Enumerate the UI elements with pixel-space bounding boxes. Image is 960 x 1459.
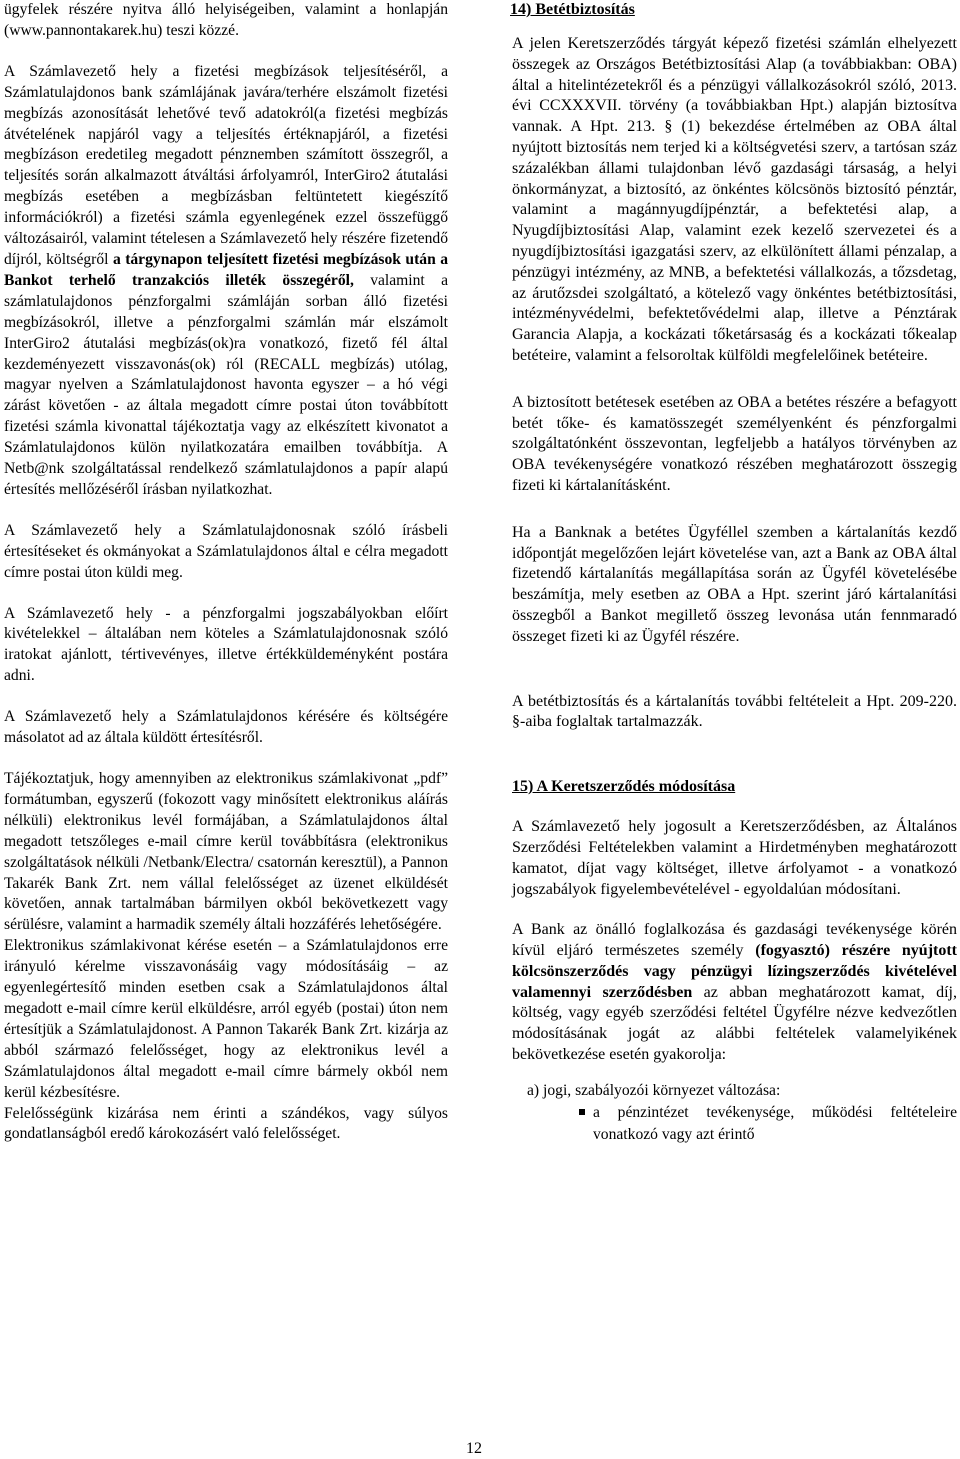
right-column	[512, 0, 957, 1146]
section-heading-15: 15) A Keretszerződés módosítása	[512, 778, 736, 796]
left-paragraph-1: ügyfelek részére nyitva álló helyiségeiben, valamint a honlapján (www.pannontakarek.hu) teszi közzé.	[4, 1, 448, 39]
left-column	[4, 0, 448, 1145]
left-paragraph-2-rest: valamint a számlatulajdonos pénzforgalmi számláján sorban álló fizetési megbízásokról, illetve a pénzforgalmi számlán már elszámolt InterGiro2 átutalási megbízás(ok)ra vonatkozó, fizető fél által kezdeményezett visszavonás(ok) ról (RECALL megbízás) utólag, magyar nyelven a Számlatulajdonost havonta egyszer – a hó végi zárást követően - az általa megadott címre postai úton továbbított fizetési számla kivonattal tájékoztatja vagy az elkészített kivonatot a Számlatulajdonos külön nyilatkozatára emailben továbbítja. A Netb@nk szolgáltatással rendelkező számlatulajdonos a papír alapú értesítés mellőzéséről írásban nyilatkozhat.	[4, 271, 448, 498]
page-number: 12	[466, 1440, 482, 1457]
right-paragraph-5: A Számlavezető hely jogosult a Keretszerződésben, az Általános Szerződési Feltételekben valamint a Hirdetményben meghatározott kamatot, díjat vagy költséget, illetve árfolyamot - a vonatkozó jogszabályok figyelembevételével - egyoldalúan módosítani.	[512, 818, 957, 898]
list-item-a: a) jogi, szabályozói környezet változása:	[527, 1081, 781, 1099]
left-paragraph-4: A Számlavezető hely - a pénzforgalmi jogszabályokban előírt kivételekkel – általában nem köteles a Számlatulajdonosnak szóló iratokat ajánlott, tértivevényes, illetve értékküldeményként postára adni.	[4, 604, 448, 685]
square-bullet-icon	[579, 1109, 585, 1115]
left-paragraph-8: Felelősségünk kizárása nem érinti a szándékos, vagy súlyos gondatlanságból eredő károkozásért való felelősséget.	[4, 1104, 448, 1143]
bullet-list-item	[593, 1102, 957, 1146]
left-paragraph-2-text: A Számlavezető hely a fizetési megbízások teljesítéséről, a Számlatulajdonos bank számlájának javára/terhére elszámolt fizetési megbízás azonosítását lehetővé tevő adatokról(a fizetési megbízás átvételének napjáról vagy a teljesítés értéknapjáról, a fizetési megbízáson eredetileg megadott pénznemben számított összegről, a teljesítés során alkalmazott átváltási árfolyamról, InterGiro2 átutalási megbízás esetében a megbízásban feltüntetett kiegészítő információkról) a fizetési számla egyenlegének ezzel összefüggő változásairól, valamint tételesen a Számlavezető hely részére fizetendő díjról, költségről	[4, 62, 448, 268]
right-paragraph-3: Ha a Banknak a betétes Ügyféllel szemben a kártalanítás kezdő időpontját megelőzően lejárt követelése van, azt a Bank az OBA által fizetendő kártalanítás megállapítása során az Ügyfél követelésébe beszámítja, mely esetben az OBA a Hpt. szerint járó kártalanítási összegből a Bankot megillető összeg levonása után fennmaradó összeget fizeti ki az Ügyfél részére.	[512, 523, 957, 645]
left-paragraph-2-bold: a tárgynapon teljesített fizetési megbízások után a Bankot terhelő tranzakciós illeték összegéről,	[4, 250, 448, 289]
right-paragraph-6	[512, 920, 957, 1066]
bullet-item-text: a pénzintézet tevékenysége, működési feltételeire vonatkozó vagy azt érintő	[593, 1103, 957, 1143]
left-paragraph-2	[4, 62, 448, 501]
left-paragraph-5: A Számlavezető hely a Számlatulajdonos kérésére és költségére másolatot ad az általa küldött értesítésről.	[4, 708, 448, 747]
right-paragraph-4: A betétbiztosítás és a kártalanítás további feltételeit a Hpt. 209-220. §-aiba foglaltak tartalmazzák.	[512, 692, 957, 731]
left-paragraph-6: Tájékoztatjuk, hogy amennyiben az elektronikus számlakivonat „pdf” formátumban, egyszerű (fokozott vagy minősített elektronikus aláírás nélküli) elektronikus levél formájában, a Számlatulajdonos által megadott tetszőleges e-mail címre kerül továbbításra (elektronikus szolgáltatások nélküli /Netbank/Electra/ csatornán keresztül), a Pannon Takarék Bank Zrt. nem vállal felelősséget az üzenet elküldését követően, annak tartalmában bármilyen okból bekövetkezett vagy sérülésre, valamint a harmadik személy általi hozzáférés lehetőségére.	[4, 770, 448, 934]
right-paragraph-1: A jelen Keretszerződés tárgyát képező fizetési számlán elhelyezett összegek az Országos Betétbiztosítási Alap (a továbbiakban: OBA) által a hitelintézetekről és a pénzügyi vállalkozásokról szóló, 2013. évi CCXXXVII. törvény (a továbbiakban Hpt.) alapján biztosítva vannak. A Hpt. 213. § (1) bekezdése értelmében az OBA által nyújtott biztosítás nem terjed ki a költségvetési szerv, a tartósan száz százalékban állami tulajdonban lévő gazdasági társaság, a helyi önkormányzat, a biztosító, az önkéntes kölcsönös biztosító pénztár, valamint a magánnyugdíjpénztár, a befektetési alap, a Nyugdíjbiztosítási Alap, valamint ezek kezelő szervezetei és a nyugdíjbiztosítási igazgatási szerv, az elkülönített állami pénzalap, a pénzügyi intézmény, az MNB, a befektetési vállalkozás, a tőzsdetag, az árutőzsdei szolgáltató, a kötelező vagy önkéntes betétbiztosítási, intézményvédelmi, befektetővédelmi alap, illetve a Pénztárak Garancia Alapja, a kockázati tőketársaság és a kockázati tőkealap betéteire, valamint a felsoroltak külföldi megfelelőinek betéteire.	[512, 35, 957, 364]
section-heading-14: 14) Betétbiztosítás	[510, 1, 635, 18]
right-paragraph-6-bold: (fogyasztó) részére nyújtott kölcsönszerződés vagy pénzügyi lízingszerződés kivételével valamennyi szerződésben	[512, 942, 958, 1001]
left-paragraph-7: Elektronikus számlakivonat kérése esetén – a Számlatulajdonos erre irányuló kérelme visszavonásáig vagy módosításáig – az egyenlegértesítő minden esetben csak a Számlatulajdonos által megadott e-mail címre kerül elküldésre, arról egyéb (postai) úton nem értesítjük a Számlatulajdonost. A Pannon Takarék Bank Zrt. kizárja az abból származó felelősséget, hogy az elektronikus levél a Számlatulajdonos által megadott e-mail címre bármely okból nem kerül kézbesítésre.	[4, 937, 448, 1101]
right-paragraph-2: A biztosított betétesek esetében az OBA a betétes részére a befagyott betét tőke- és kamatösszegét személyenként és pénzforgalmi szolgáltatónként összevontan, legfeljebb a hatályos törvényben az OBA tevékenységére vonatkozó részében meghatározott összegig fizeti ki kártalanításként.	[512, 393, 957, 494]
left-paragraph-3: A Számlavezető hely a Számlatulajdonosnak szóló írásbeli értesítéseket és okmányokat a Számlatulajdonos által e célra megadott címre postai úton küldi meg.	[4, 521, 448, 581]
right-paragraph-6-rest: az abban meghatározott kamat, díj, költség, vagy egyéb szerződési feltétel Ügyfélre nézve kedvezőtlen módosításának jogát az alábbi feltételek valamelyikének bekövetkezése esetén gyakorolja:	[512, 983, 958, 1064]
right-paragraph-6-text: A Bank az önálló foglalkozása és gazdasági tevékenysége körén kívül eljáró természetes személy	[512, 921, 957, 960]
